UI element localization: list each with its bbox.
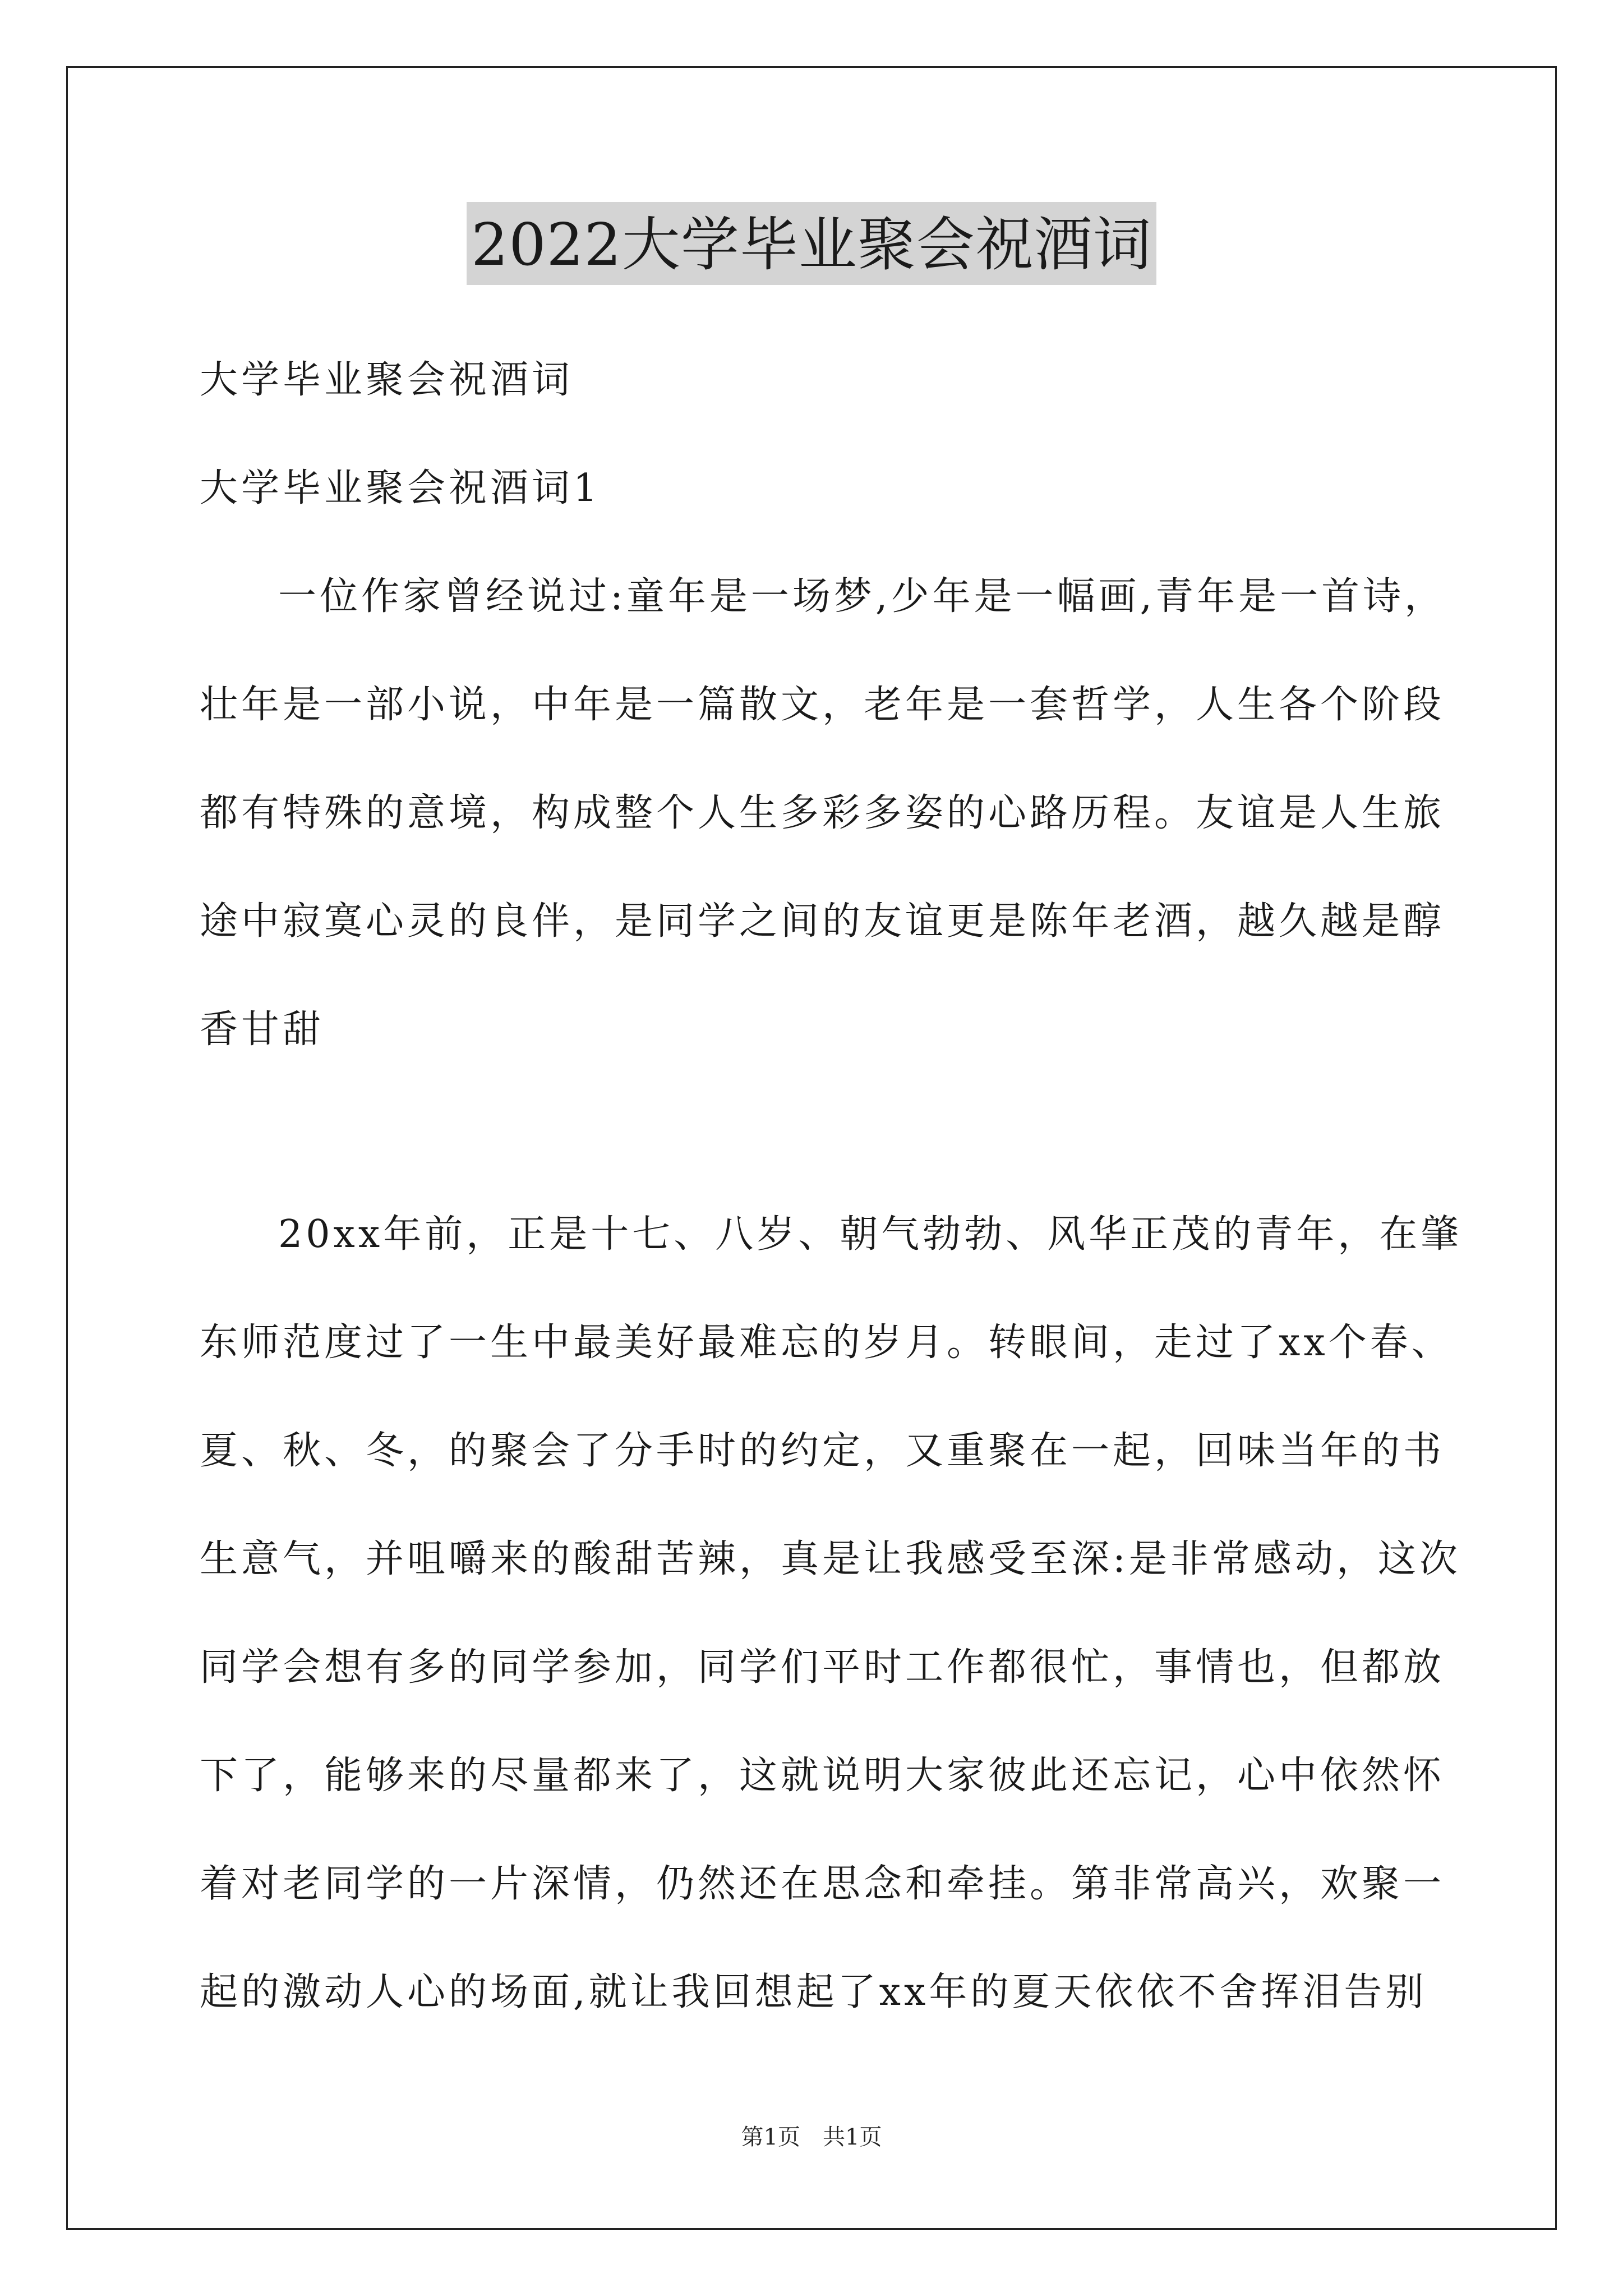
paragraph-line: 下了，能够来的尽量都来了，这就说明大家彼此还忘记，心中依然怀 [200,1754,1445,1798]
paragraph-line: 壮年是一部小说，中年是一篇散文，老年是一套哲学，人生各个阶段 [200,683,1445,727]
paragraph-line: 生意气，并咀嚼来的酸甜苦辣，真是让我感受至深:是非常感动，这次 [200,1537,1461,1581]
subtitle: 大学毕业聚会祝酒词 [200,358,574,402]
paragraph-line: 一位作家曾经说过:童年是一场梦,少年是一幅画,青年是一首诗， [278,574,1446,619]
paragraph-line: 东师范度过了一生中最美好最难忘的岁月。转眼间，走过了xx个春、 [200,1320,1453,1365]
document-title: 2022大学毕业聚会祝酒词 [467,202,1156,285]
page-number-footer: 第1页 共1页 [741,2124,882,2150]
paragraph-line: 夏、秋、冬，的聚会了分手时的约定，又重聚在一起，回味当年的书 [200,1429,1445,1473]
section-heading: 大学毕业聚会祝酒词1 [200,466,601,510]
paragraph-line: 起的激动人心的场面,就让我回想起了xx年的夏天依依不舍挥泪告别 [200,1970,1427,2014]
paragraph-line: 香甘甜 [200,1007,325,1052]
paragraph-line: 同学会想有多的同学参加，同学们平时工作都很忙，事情也，但都放 [200,1645,1445,1690]
paragraph-line: 着对老同学的一片深情，仍然还在思念和牵挂。第非常高兴，欢聚一 [200,1862,1445,1906]
paragraph-line: 途中寂寞心灵的良伴，是同学之间的友谊更是陈年老酒，越久越是醇 [200,899,1445,944]
title-container [0,202,1623,285]
paragraph-line: 20xx年前，正是十七、八岁、朝气勃勃、风华正茂的青年，在肇 [278,1212,1463,1257]
paragraph-line: 都有特殊的意境，构成整个人生多彩多姿的心路历程。友谊是人生旅 [200,791,1445,835]
